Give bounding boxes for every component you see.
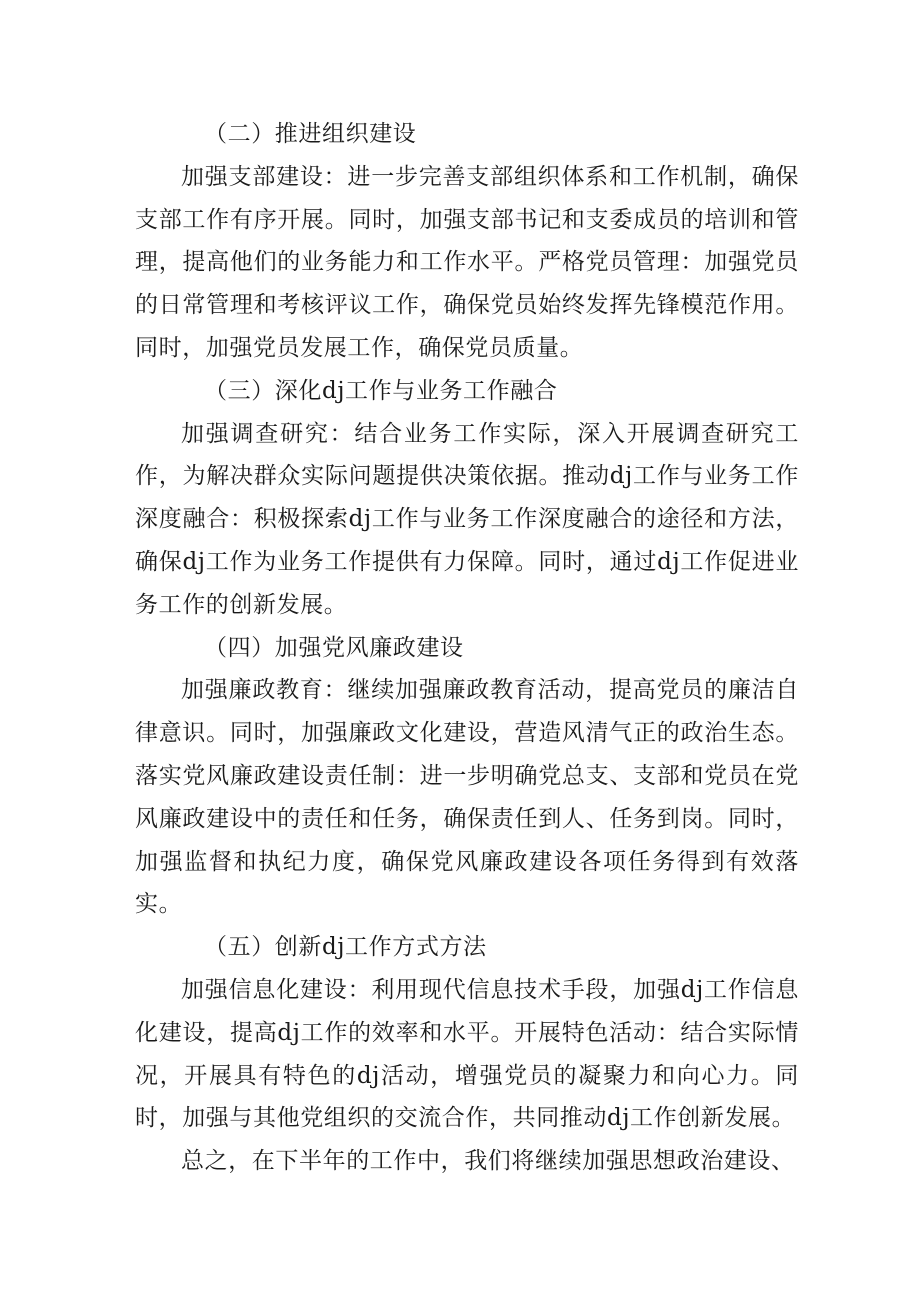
paragraph-integration: 加强调查研究：结合业务工作实际，深入开展调查研究工作，为解决群众实际问题提供决策依据。推动dj工作与业务工作深度融合：积极探索dj工作与业务工作深度融合的途径和方法，确保dj工作为业务工作提供有力保障。同时，通过dj工作促进业务工作的创新发展。 (135, 420, 799, 618)
section-heading-organization: （二）推进组织建设 (204, 121, 417, 147)
paragraph-summary: 总之，在下半年的工作中，我们将继续加强思想政治建设、 (181, 1148, 795, 1175)
section-heading-innovation: （五）创新dj工作方式方法 (204, 934, 487, 961)
paragraph-innovation: 加强信息化建设：利用现代信息技术手段，加强dj工作信息化建设，提高dj工作的效率和水平。开展特色活动：结合实际情况，开展具有特色的dj活动，增强党员的凝聚力和向心力。同时，加强与其他党组织的交流合作，共同推动dj工作创新发展。 (135, 976, 799, 1132)
paragraph-integrity: 加强廉政教育：继续加强廉政教育活动，提高党员的廉洁自律意识。同时，加强廉政文化建设，营造风清气正的政治生态。落实党风廉政建设责任制：进一步明确党总支、支部和党员在党风廉政建设中的责任和任务，确保责任到人、任务到岗。同时，加强监督和执纪力度，确保党风廉政建设各项任务得到有效落实。 (135, 677, 799, 918)
section-heading-integration: （三）深化dj工作与业务工作融合 (204, 377, 558, 404)
section-heading-integrity: （四）加强党风廉政建设 (204, 634, 464, 661)
paragraph-organization: 加强支部建设：进一步完善支部组织体系和工作机制，确保支部工作有序开展。同时，加强支部书记和支委成员的培训和管理，提高他们的业务能力和工作水平。严格党员管理：加强党员的日常管理和考核评议工作，确保党员始终发挥先锋模范作用。同时，加强党员发展工作，确保党员质量。 (135, 163, 799, 361)
document-body (135, 113, 799, 1183)
